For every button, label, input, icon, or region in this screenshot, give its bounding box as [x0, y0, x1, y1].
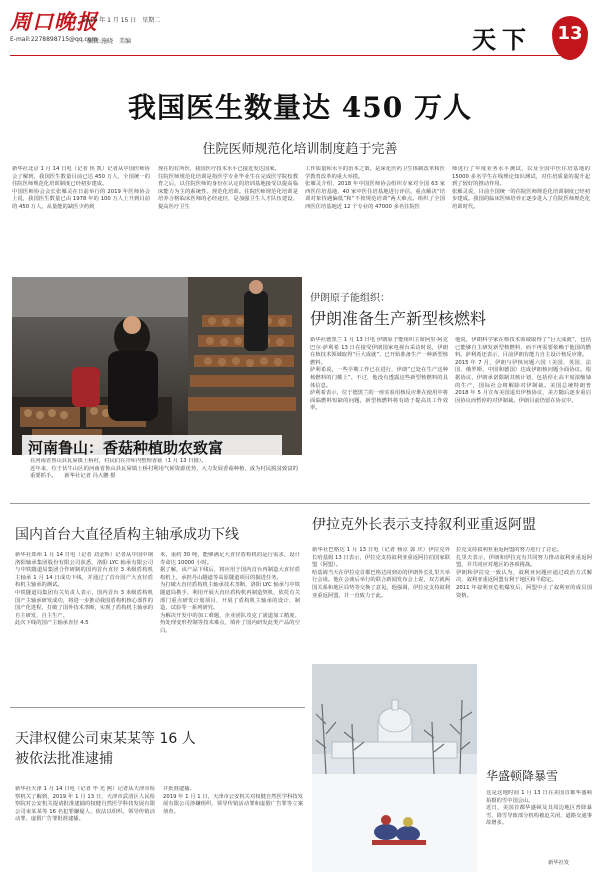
snow-caption-text: 这是这地时间 1 月 13 日在美国首都华盛顿拍摄的雪中国会山。 近日，美国首都华盛顿及其周边地区普降暴雪，降雪导致部分机构被迫关闭，道路交通事故增多。	[486, 790, 592, 827]
lead-column-3: 工作质量和水平的治本之策。是深化医药卫生体制改革和医学教育改革的重大举措。 张雁灵介绍，2018 年中国医师协会组织专家对全国 63 家西医住培基地、40 家中医住培基地进行评估，重点解决“培训对象待遇偏低”和“不按规范培训”两大难点。组织了全国西医住培基地近 12 个专业的 47000 多名住院医	[305, 166, 445, 210]
section-divider	[10, 503, 590, 504]
section-name: 天下	[472, 25, 532, 54]
capitol-snow-photo	[312, 664, 477, 872]
mushroom-caption-title: 河南鲁山：香菇种植助农致富	[22, 435, 282, 460]
snow-photo-credit: 新华社发	[548, 860, 570, 866]
lead-column-2: 现在的有所医，我国医疗技术水平已接近发达国家。 住院医师规范化培训是指医学专业毕业生在完成医学院校教育之后，以住院医师的身份在认定的培训基地接受以提高临床能力为主的系统性、规范化培训。住院医师规范化培训是培养合格临床医师的必经途径，是加强卫生人才队伍建设、提高医疗卫生	[158, 166, 298, 210]
iran-column-1: 新华社德黑兰 1 月 13 日电 伊朗原子能组织主席阿里·阿克巴尔·萨利希 13 日在接受伊朗国家电视台采访时说，伊朗在核技术领域取得“巨大成就”，已开始准备生产一种新型核燃料。 萨利希说，一些早期工作已在进行，伊朗“已处在生产这种核燃料的门槛上”。不过，他没有透露这些新型核燃料的具体信息。 萨利希表示，位于德黑兰的一座实验用核反应堆在使用中将面临燃料短缺的问题，新型核燃料将有助于提高其工作效率。	[310, 337, 448, 412]
section-divider-2	[10, 707, 305, 708]
newspaper-logo: 周口晚报	[10, 9, 98, 34]
shield-headline: 国内首台大直径盾构主轴承成功下线	[15, 527, 239, 543]
snow-caption-title: 华盛顿降暴雪	[486, 769, 559, 783]
page-number-badge: 13	[552, 16, 588, 60]
masthead-divider	[10, 55, 560, 56]
lead-subheadline: 住院医师规范化培训制度趋于完善	[202, 142, 398, 157]
tianjin-headline-line-1: 天津权健公司束某某等 16 人	[15, 731, 196, 747]
issue-date: 2019 年 1 月 15 日 星期二	[82, 17, 161, 24]
iraq-headline: 伊拉克外长表示支持叙利亚重返阿盟	[312, 517, 536, 533]
iraq-column-1: 新华社巴格达 1 月 13 日电（记者 杨京 郭 庆）伊拉克外长哈基姆 13 日表示，伊拉克支持叙利亚重返阿拉伯国家联盟（阿盟）。 哈基姆当天在伊拉克首都巴格达同到访的伊朗外长扎里夫举行会谈。他在会谈后举行的联合新闻发布会上说，双方就两国关系和地区局势等交换了意见。他强调，伊拉克支持叙利亚重返阿盟，并一直致力于此。	[312, 547, 450, 599]
iran-headline: 伊朗准备生产新型核燃料	[310, 309, 487, 328]
shield-column-2: 米，重约 30 吨，能够满足大直径盾构机的运行需求，设计寿命达 10000 小时。 据了解，该产品下线后，将应用于国内首台再制造大直径盾构机上，承担丹山隧道等高原隧道项目的掘进任务。 为打破大直径盾构机主轴承技术垄断，洛阳 LYC 轴承与中铁隧道局携手，利用开展大直径盾构机再制造契机，依托有关部门重点研发计划项目，开展了盾构机主轴承的设计、制造、试验等一系列研究。 为解决开发中的加工难题，企业团队攻克了滚道加工精度、热处理变形控制等技术难点，填补了国内研发此类产品的空白。	[160, 552, 300, 634]
mushroom-caption-text: 在河南省鲁山县瓦屋镇土桥村，村民们在冷库内整理香菇（1 月 13 日摄）。 近年来，位于伏牛山区的河南省鲁山县瓦屋镇土桥村利用气候资源优势，大力发展香菇种植，成为村民脱贫致富的重要抓手。 新华社记者 冯大鹏 摄	[30, 458, 298, 480]
tianjin-headline	[15, 729, 305, 769]
contact-email: E-mail:2278898715@qq.com	[10, 36, 98, 43]
iran-kicker: 伊朗原子能组织：	[310, 293, 390, 304]
lead-column-4: 师进行了年度业务水平测试，以及全国中医住培基地的 15000 多名学生在线理论知识测试，对住培质量的提升起到了较好的推动作用。 张雁灵说，目前全国统一的住院医师规范化培训制度已经初步建成。我国的临床医师培养正逐步进入了住院医师规范化培训时代。	[452, 166, 590, 210]
mushroom-photo	[12, 277, 302, 455]
lead-headline: 我国医生数量达 450 万人	[128, 91, 472, 124]
iran-column-2: 他说，伊朗科学家在核技术领域取得了“巨大成就”，包括已能够自主研发新型核燃料，而不再需要依赖于他国的燃料。萨利希还表示，目前伊朗有能力自主设计核反应堆。 2015 年 7 月，伊朗与伊核问题六国（美国、英国、法国、俄罗斯、中国和德国）达成伊朗核问题全面协议。根据协议，伊朗承诺限制其核计划，包括停止高丰度浓缩铀的生产，国际社会将解除对伊制裁。美国总统特朗普 2018 年 5 月宣布美国退出伊核协议，美方随后逐步重启因协议而暂停的对伊制裁。伊朗目前仍留在协议中。	[455, 337, 591, 404]
shield-column-1: 新华社郑州 1 月 14 日电（记者 刘金辉）记者从中国中钢洛阳轴承集团股份有限公司获悉，洛阳 LYC 轴承有限公司与中铁隧道局集团合作研制的国内首台直径 3 米级盾构机主轴承 1 月 14 日成功下线，并通过了首台国产大直径盾构机主轴承的测试。 中铁隧道局集团有关负责人表示，国内首台 3 米级盾构机国产主轴承研发成功，将进一步推动我国盾构机核心部件的国产化进程，打破了国外技术垄断，实现了盾构机主轴承的自主研发、自主生产。 此次下线的国产主轴承直径 4.5	[15, 552, 153, 627]
editor-credit: 编辑:施晓 美编	[87, 38, 132, 45]
tianjin-column-1: 新华社天津 1 月 14 日电（记者 毕 光 熙）记者从天津市检察机关了解到，2019 年 1 月 13 日，天津市武清区人民检察院对公安机关提请批准逮捕的权健自然医学科技发展有限公司束某某等 16 名犯罪嫌疑人，依法以组织、领导传销活动罪、虚假广告罪批准逮捕。	[15, 786, 155, 823]
lead-column-1: 新华社北京 1 月 14 日电（记者 侠 凯）记者从中国医师协会了解到，我国医生数量目前已达 450 万人，全国统一的住院医师规范化培训制度已经初步建成。 中国医师协会会长张雁灵在日前举行的 2019 年医师协会上说，我国医生数量已由 1978 年的 100 万人上升到目前的 450 万人，从量能的缺医少药到	[12, 166, 150, 210]
iraq-column-2: 拉克支持叙利亚重返阿盟的努力进行了讨论。 扎里夫表示，伊朗和伊拉克有共同努力推动叙利亚重返阿盟，并共同应对地区的各项挑战。 伊朗和伊拉克一致认为，叙利亚问题应通过政治方式解决，叙利亚重返阿盟有利于地区和平稳定。 2011 年叙利亚危机爆发后，阿盟中止了叙利亚的成员国资格。	[456, 547, 592, 599]
tianjin-column-2: 并批准逮捕。 2019 年 1 月 1 日，天津市公安机关对权健自然医学科技发展有限公司涉嫌组织、领导传销活动罪和虚假广告罪等立案侦查。	[163, 786, 303, 815]
tianjin-headline-line-2: 被依法批准逮捕	[15, 751, 113, 767]
